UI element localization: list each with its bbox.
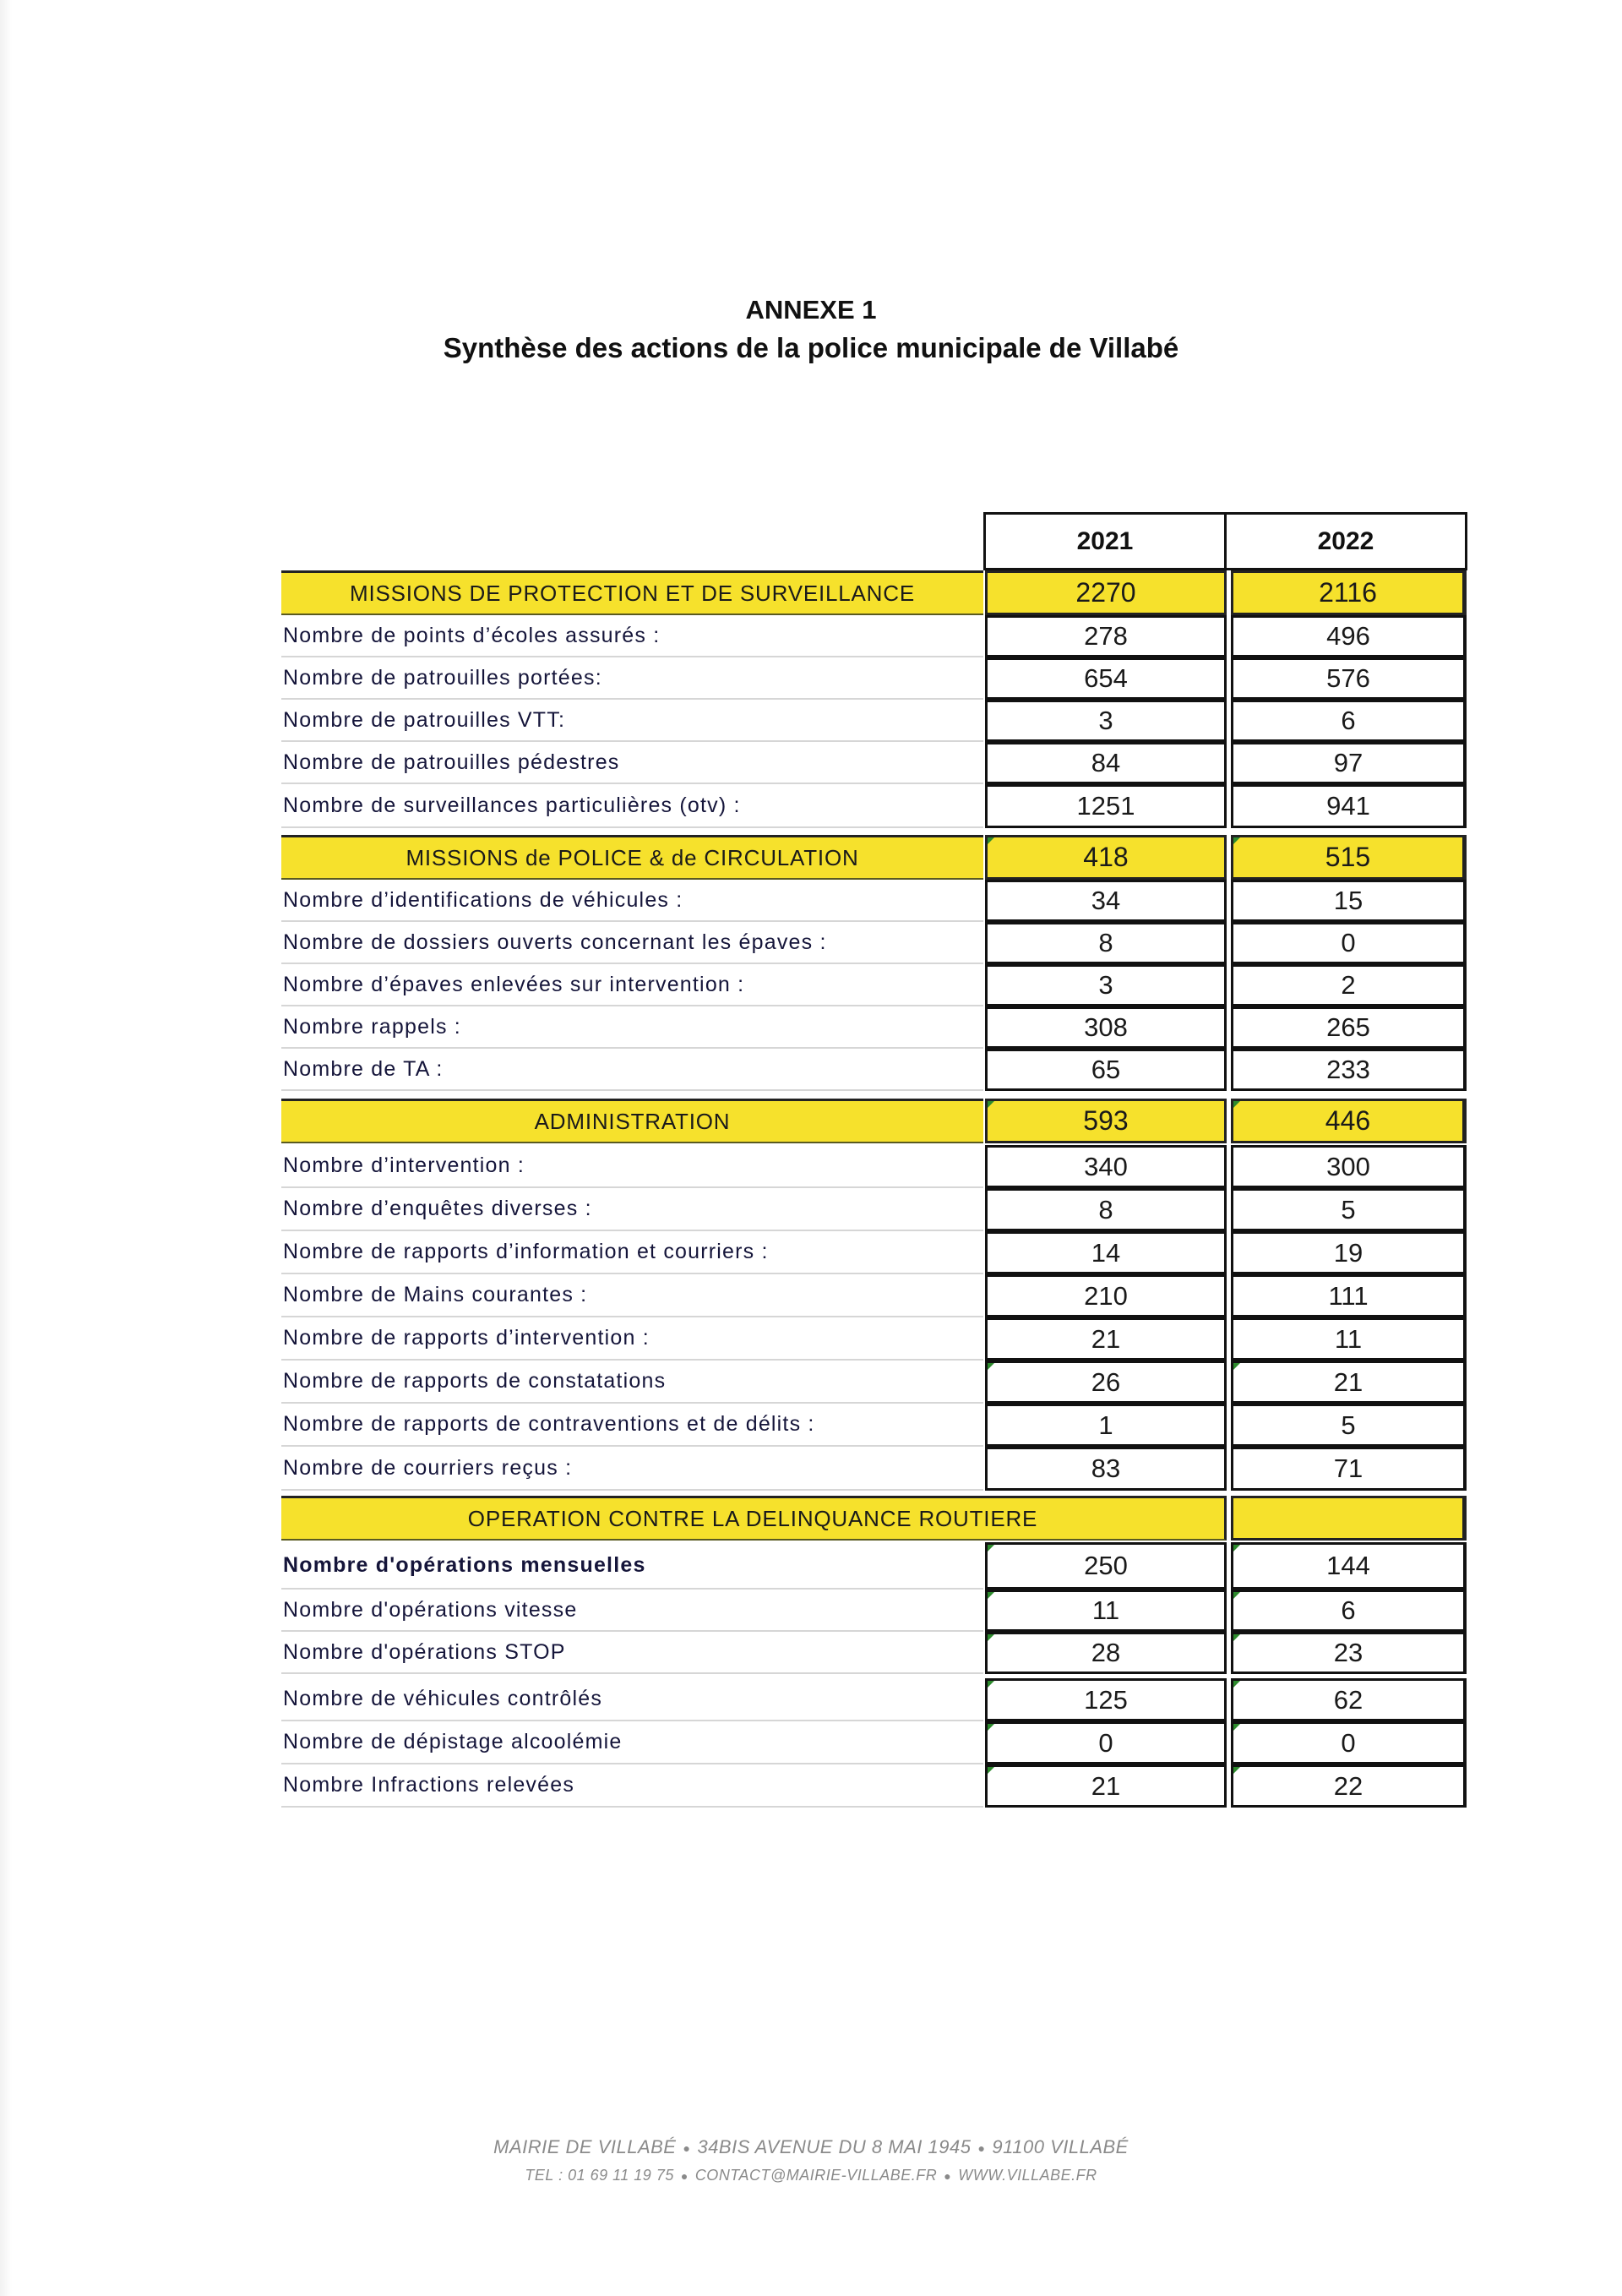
row-value-2022: 576 [1231,657,1467,700]
section-total-2022 [1231,1099,1467,1143]
row-label: Nombre Infractions relevées [281,1764,983,1808]
row-value-2021: 8 [985,1188,1227,1231]
row-label: Nombre de patrouilles portées: [281,657,983,700]
row-label: Nombre de rapports d’information et courriers : [281,1231,983,1274]
table-row [281,657,1467,700]
section-total-value: 593 [1083,1105,1129,1136]
row-value-2022: 15 [1231,880,1467,922]
row-value-2022: 300 [1231,1145,1467,1188]
table-row [281,742,1467,784]
row-value-2021: 83 [985,1447,1227,1491]
row-label: Nombre rappels : [281,1006,983,1049]
footer-website[interactable]: WWW.VILLABE.FR [958,2167,1097,2184]
row-value-2022: 97 [1231,742,1467,784]
row-value-2021 [985,1721,1227,1764]
footer-contact [0,2162,1622,2189]
row-label: Nombre de dossiers ouverts concernant les épaves : [281,922,983,964]
row-value-2021: 84 [985,742,1227,784]
section-total-2021: 2270 [985,570,1227,615]
row-value-2022: 0 [1231,922,1467,964]
section-header-road-delinquency [281,1496,1467,1541]
table-row [281,615,1467,657]
row-value-2021: 278 [985,615,1227,657]
cell-note-marker-icon [988,1767,994,1774]
row-label: Nombre de rapports d’intervention : [281,1317,983,1361]
document-subtitle: Synthèse des actions de la police municipale de Villabé [443,332,1179,363]
row-value-2022: 19 [1231,1231,1467,1274]
cell-note-marker-icon [1233,1545,1240,1552]
row-value-2021: 1 [985,1404,1227,1447]
table-row [281,784,1467,828]
section-header-administration [281,1099,1467,1143]
row-value-2022 [1231,1361,1467,1404]
row-value-2022: 2 [1231,964,1467,1006]
row-value-2022: 71 [1231,1447,1467,1491]
row-label: Nombre de TA : [281,1049,983,1091]
row-value-2022: 5 [1231,1188,1467,1231]
section-title: MISSIONS de POLICE & de CIRCULATION [281,835,983,880]
cell-note-marker-icon [988,1101,994,1108]
row-label: Nombre de points d’écoles assurés : [281,615,983,657]
row-label: Nombre de surveillances particulières (otv) : [281,784,983,828]
cell-note-marker-icon [988,1634,994,1641]
annexe-title: ANNEXE 1 [745,295,877,324]
row-value-2022: 233 [1231,1049,1467,1091]
year-header-row [983,512,1467,570]
row-value-2021: 308 [985,1006,1227,1049]
cell-note-marker-icon [988,1545,994,1552]
row-value: 125 [1084,1684,1128,1715]
footer-phone: TEL : 01 69 11 19 75 [525,2167,674,2184]
row-value-2021: 65 [985,1049,1227,1091]
table-row [281,1632,1467,1674]
cell-note-marker-icon [988,1724,994,1731]
row-value: 0 [1098,1727,1113,1758]
row-value: 11 [1091,1595,1120,1625]
row-value-2021 [985,1632,1227,1674]
cell-note-marker-icon [988,1592,994,1599]
row-value-2022 [1231,1678,1467,1721]
table-row [281,1006,1467,1049]
table-row [281,1274,1467,1317]
cell-note-marker-icon [1233,1101,1240,1108]
section-title: ADMINISTRATION [281,1099,983,1143]
row-label: Nombre de dépistage alcoolémie [281,1721,983,1764]
cell-note-marker-icon [988,1363,994,1370]
row-value: 28 [1091,1638,1121,1667]
cell-note-marker-icon [988,837,994,844]
row-label: Nombre de patrouilles pédestres [281,742,983,784]
row-value: 144 [1326,1551,1370,1580]
year-header-2021: 2021 [1076,526,1134,555]
row-label: Nombre de Mains courantes : [281,1274,983,1317]
row-label: Nombre de véhicules contrôlés [281,1678,983,1721]
table-row [281,1721,1467,1764]
row-label: Nombre de rapports de constatations [281,1361,983,1404]
row-value: 62 [1333,1684,1363,1715]
row-label: Nombre d'opérations vitesse [281,1590,983,1632]
row-label: Nombre d'opérations STOP [281,1632,983,1674]
cell-note-marker-icon [1233,1592,1240,1599]
bullet-icon: ● [944,2169,952,2184]
cell-note-marker-icon [1233,1363,1240,1370]
row-value-2021: 3 [985,964,1227,1006]
section-total-2021 [985,1099,1227,1143]
row-label: Nombre d’identifications de véhicules : [281,880,983,922]
row-value-2022 [1231,1721,1467,1764]
bullet-icon: ● [680,2169,689,2184]
row-value-2021: 654 [985,657,1227,700]
row-value: 6 [1341,1595,1356,1625]
row-value-2022 [1231,1590,1467,1632]
table-row [281,1542,1467,1590]
section-total-2022: 2116 [1231,570,1467,615]
row-value-2022 [1231,1632,1467,1674]
row-value-2021 [985,1361,1227,1404]
row-value-2021 [985,1542,1227,1590]
row-value: 22 [1333,1770,1363,1801]
section-total-2022 [1231,835,1467,880]
document-title-block [0,292,1622,368]
table-row [281,1049,1467,1091]
section-header-police-circulation [281,835,1467,880]
table-row [281,1404,1467,1447]
section-total-2022-empty [1231,1496,1467,1541]
footer-address [0,2133,1622,2162]
cell-note-marker-icon [988,1681,994,1688]
row-value-2022: 11 [1231,1317,1467,1361]
row-value: 21 [1333,1366,1363,1397]
table-row [281,1145,1467,1188]
row-value-2021: 8 [985,922,1227,964]
row-value-2021: 1251 [985,784,1227,828]
row-value-2021: 34 [985,880,1227,922]
row-label: Nombre de rapports de contraventions et de délits : [281,1404,983,1447]
row-value-2021: 21 [985,1317,1227,1361]
row-value: 23 [1333,1638,1363,1667]
cell-note-marker-icon [1233,837,1240,844]
row-value-2021 [985,1764,1227,1808]
table-row [281,922,1467,964]
cell-note-marker-icon [1233,1767,1240,1774]
table-row [281,1764,1467,1808]
table-row [281,1361,1467,1404]
row-value: 0 [1341,1727,1356,1758]
table-row [281,1188,1467,1231]
row-value-2022 [1231,1764,1467,1808]
section-title: OPERATION CONTRE LA DELINQUANCE ROUTIERE [281,1496,1227,1541]
row-value-2021: 340 [985,1145,1227,1188]
table-row [281,1447,1467,1491]
section-total-2021 [985,835,1227,880]
row-value-2022: 496 [1231,615,1467,657]
row-value: 26 [1091,1366,1121,1397]
row-label: Nombre d’enquêtes diverses : [281,1188,983,1231]
row-value-2021: 210 [985,1274,1227,1317]
cell-note-marker-icon [1233,1724,1240,1731]
row-value-2022: 5 [1231,1404,1467,1447]
row-value-2022: 941 [1231,784,1467,828]
row-value-2022: 6 [1231,700,1467,742]
row-value-2021: 3 [985,700,1227,742]
row-value-2021: 14 [985,1231,1227,1274]
row-value-2022: 111 [1231,1274,1467,1317]
year-header-2022: 2022 [1224,515,1465,568]
table-row [281,964,1467,1006]
row-label: Nombre d'opérations mensuelles [281,1542,983,1590]
bullet-icon: ● [977,2141,986,2156]
cell-note-marker-icon [1233,1681,1240,1688]
section-total-value: 515 [1325,842,1371,872]
row-label: Nombre d’intervention : [281,1145,983,1188]
section-total-value: 418 [1083,842,1129,872]
footer-street: 34BIS AVENUE DU 8 MAI 1945 [697,2136,972,2157]
row-value-2021 [985,1590,1227,1632]
page-footer [0,2133,1622,2189]
row-value: 250 [1084,1551,1128,1580]
row-label: Nombre de courriers reçus : [281,1447,983,1491]
row-value-2022 [1231,1542,1467,1590]
table-row [281,880,1467,922]
row-value: 21 [1091,1770,1121,1801]
row-label: Nombre d’épaves enlevées sur intervention : [281,964,983,1006]
section-total-value: 446 [1325,1105,1371,1136]
table-row [281,1317,1467,1361]
row-value-2021 [985,1678,1227,1721]
table-row [281,700,1467,742]
footer-email[interactable]: CONTACT@MAIRIE-VILLABE.FR [694,2167,938,2184]
section-title: MISSIONS DE PROTECTION ET DE SURVEILLANCE [281,570,983,615]
row-value-2022: 265 [1231,1006,1467,1049]
footer-mairie: MAIRIE DE VILLABÉ [493,2136,677,2157]
footer-city: 91100 VILLABÉ [992,2136,1129,2157]
row-label: Nombre de patrouilles VTT: [281,700,983,742]
table-row [281,1678,1467,1721]
table-row [281,1231,1467,1274]
section-header-protection [281,570,1467,615]
bullet-icon: ● [683,2141,691,2156]
table-row [281,1590,1467,1632]
cell-note-marker-icon [1233,1634,1240,1641]
